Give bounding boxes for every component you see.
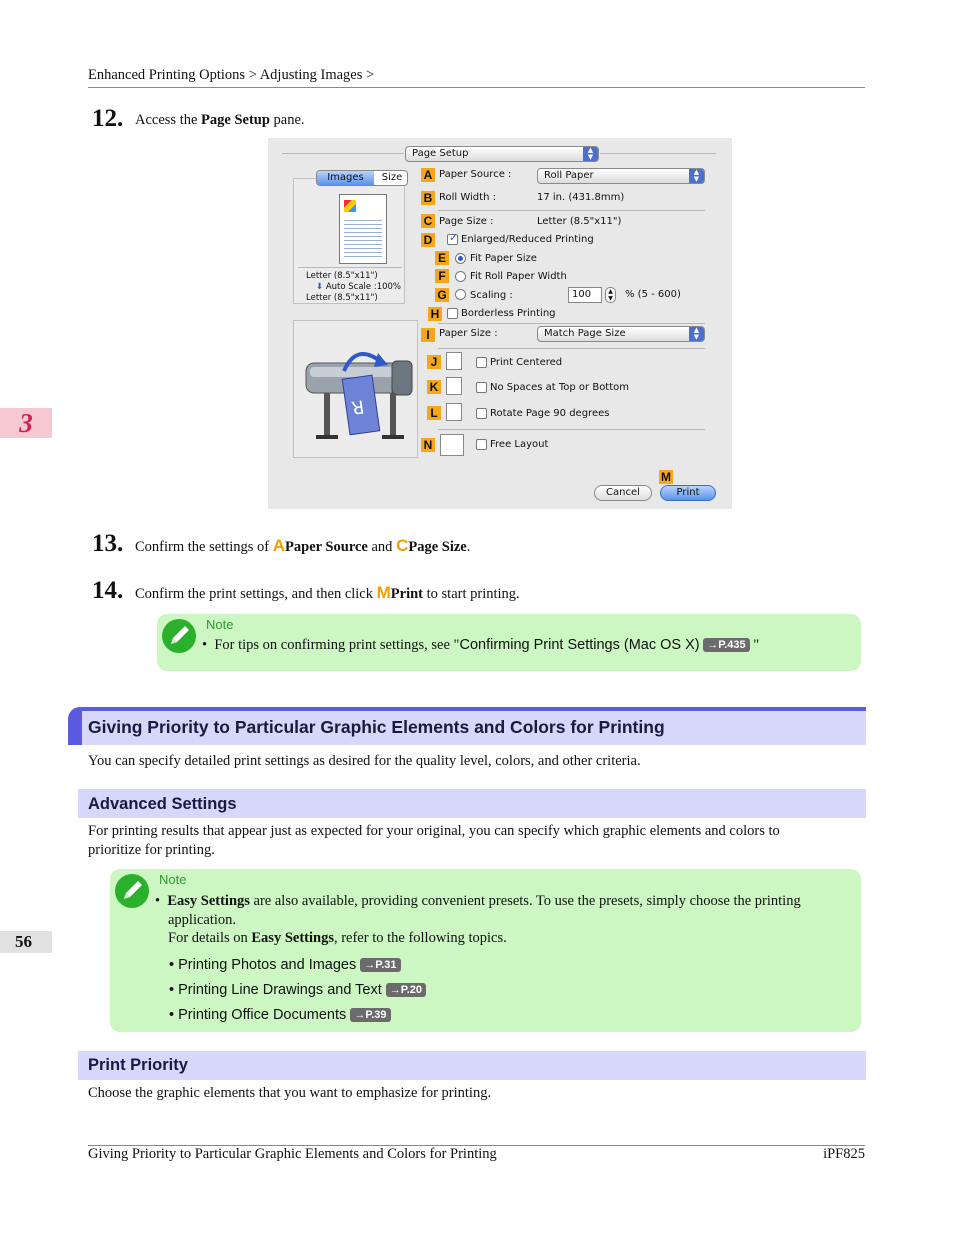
svg-text:R: R	[350, 395, 366, 418]
rotate-checkbox[interactable]	[476, 408, 487, 419]
popup-arrows-icon: ▲ ▼	[583, 147, 598, 161]
page-ref[interactable]: →P.39	[350, 1008, 390, 1022]
easy-settings-term: Easy Settings	[167, 893, 250, 909]
breadcrumb: Enhanced Printing Options > Adjusting Images >	[88, 67, 375, 83]
badge-b: B	[421, 191, 435, 205]
borderless-label: Borderless Printing	[461, 308, 556, 319]
separator	[600, 153, 716, 154]
paper-size-label: Paper Size :	[439, 328, 498, 339]
pencil-icon	[115, 874, 149, 908]
no-spaces-checkbox[interactable]	[476, 382, 487, 393]
confirming-settings-link[interactable]: Confirming Print Settings (Mac OS X)	[459, 637, 700, 653]
page-setup-dialog	[268, 138, 732, 509]
scaling-stepper[interactable]: ▲ ▼	[605, 287, 616, 303]
arrow-down-icon: ⬇	[316, 282, 326, 292]
fit-paper-label: Fit Paper Size	[470, 253, 537, 264]
step-number-12: 12.	[92, 105, 124, 132]
enlarged-label: Enlarged/Reduced Printing	[461, 234, 594, 245]
tab-control	[316, 170, 408, 186]
rotate-page-icon	[446, 403, 462, 421]
step-text-part: .	[466, 539, 471, 555]
no-spaces-label: No Spaces at Top or Bottom	[490, 382, 630, 393]
subsection-bar	[78, 1051, 866, 1080]
glyph-c: C	[396, 536, 409, 555]
topic-link-text[interactable]: Printing Photos and Images	[178, 957, 357, 973]
note-2-line1	[155, 892, 801, 911]
separator	[438, 323, 705, 324]
footer-model: iPF825	[823, 1146, 865, 1162]
step-text-14	[135, 583, 520, 603]
glyph-a: A	[272, 536, 286, 555]
badge-l: L	[427, 406, 441, 420]
paper-source-term: Paper Source	[285, 539, 368, 555]
topic-link-photos[interactable]: • Printing Photos and Images →P.31	[169, 957, 401, 973]
section-intro: You can specify detailed print settings as desired for the quality level, colors, and other criteria.	[88, 753, 641, 769]
bullet: •	[155, 893, 161, 909]
note-1-intro: For tips on confirming print settings, see "	[214, 637, 460, 653]
paper-source-label: Paper Source :	[439, 169, 512, 180]
badge-a: A	[421, 168, 435, 182]
print-priority-heading: Print Priority	[88, 1056, 188, 1074]
popup-arrows-icon: ▲ ▼	[689, 169, 704, 183]
paper-source-popup[interactable]	[537, 168, 705, 184]
rotate-label: Rotate Page 90 degrees	[490, 408, 610, 419]
scaling-radio[interactable]	[455, 289, 466, 300]
popup-arrows-icon: ▲ ▼	[689, 327, 704, 341]
page-setup-term: Page Setup	[201, 112, 270, 128]
separator	[282, 153, 404, 154]
easy-settings-term: Easy Settings	[251, 930, 334, 946]
free-layout-label: Free Layout	[490, 439, 549, 450]
preview-output-size: Letter (8.5"x11")	[306, 293, 378, 303]
separator	[298, 267, 402, 268]
step-text-part: Confirm the print settings, and then click	[135, 586, 377, 602]
footer-title: Giving Priority to Particular Graphic Elements and Colors for Printing	[88, 1146, 497, 1162]
step-number-13: 13.	[92, 530, 124, 557]
step-text-13	[135, 536, 470, 556]
page-size-label: Page Size :	[439, 216, 494, 227]
fit-roll-label: Fit Roll Paper Width	[470, 271, 567, 282]
fit-paper-radio[interactable]	[455, 253, 466, 264]
scaling-range: % (5 - 600)	[625, 289, 681, 300]
badge-n: N	[421, 438, 435, 452]
page-size-term: Page Size	[408, 539, 467, 555]
enlarged-checkbox[interactable]	[447, 231, 459, 245]
printer-illustration-icon	[294, 321, 419, 459]
header-rule	[88, 87, 865, 88]
badge-c: C	[421, 214, 435, 228]
badge-d: D	[421, 233, 435, 247]
badge-m: M	[661, 470, 671, 484]
note-2-text: are also available, providing convenient presets. To use the presets, simply choose the printing	[249, 893, 801, 909]
badge-f: F	[435, 269, 449, 283]
free-layout-checkbox[interactable]	[476, 439, 487, 450]
badge-h: H	[428, 307, 442, 321]
print-centered-label: Print Centered	[490, 357, 563, 368]
checkmark-icon: ✓	[449, 231, 459, 244]
borderless-checkbox[interactable]	[447, 308, 458, 319]
step-text-part: and	[367, 539, 397, 555]
page-ref[interactable]: →P.435	[703, 638, 749, 652]
advanced-text-line2: prioritize for printing.	[88, 842, 215, 858]
badge-g: G	[435, 288, 449, 302]
roll-width-value: 17 in. (431.8mm)	[537, 192, 625, 203]
image-thumbnail-icon	[344, 200, 356, 212]
badge-e: E	[435, 251, 449, 265]
fit-roll-radio[interactable]	[455, 271, 466, 282]
print-term: Print	[390, 586, 424, 602]
note-2-text: For details on	[168, 930, 252, 946]
paper-size-popup[interactable]	[537, 326, 705, 342]
page-number: 56	[0, 931, 52, 953]
cancel-button[interactable]: Cancel	[594, 485, 652, 501]
page-thumbnail	[339, 194, 387, 264]
separator	[438, 210, 705, 211]
preview-scale	[316, 282, 401, 292]
pane-popup[interactable]	[405, 146, 599, 162]
bullet: •	[202, 637, 208, 653]
topic-link-office[interactable]: • Printing Office Documents →P.39	[169, 1007, 391, 1023]
advanced-settings-heading: Advanced Settings	[88, 795, 237, 813]
print-button[interactable]: Print	[660, 485, 716, 501]
separator	[438, 348, 705, 349]
text-lines	[344, 217, 382, 257]
free-layout-icon	[440, 434, 464, 456]
note-2-line2: application.	[168, 912, 237, 928]
step-text-part: to start printing.	[423, 586, 520, 602]
page-size-value: Letter (8.5"x11")	[537, 216, 622, 227]
badge-k: K	[427, 380, 441, 394]
print-centered-icon	[446, 352, 462, 370]
step-text-part: Confirm the settings of	[135, 539, 273, 555]
no-spaces-icon	[446, 377, 462, 395]
note-1-text	[202, 637, 759, 654]
print-priority-text: Choose the graphic elements that you want to emphasize for printing.	[88, 1085, 492, 1101]
step-text-part: pane.	[269, 112, 305, 128]
topic-link-text[interactable]: Printing Line Drawings and Text	[178, 982, 382, 998]
badge-i: I	[421, 328, 435, 342]
topic-link-text[interactable]: Printing Office Documents	[178, 1007, 347, 1023]
badge-j: J	[427, 355, 441, 369]
advanced-text-line1: For printing results that appear just as expected for your original, you can specify which graphic elements and colors to	[88, 823, 780, 839]
page-ref[interactable]: →P.20	[386, 983, 426, 997]
note-label: Note	[159, 872, 187, 887]
step-text-12	[135, 112, 305, 129]
glyph-m: M	[376, 583, 391, 602]
topic-link-line-drawings[interactable]: • Printing Line Drawings and Text →P.20	[169, 982, 426, 998]
tab-size[interactable]: Size	[381, 172, 403, 183]
step-text-part: Access the	[135, 112, 202, 128]
step-number-14: 14.	[92, 577, 124, 604]
separator	[438, 429, 705, 430]
note-2-line3	[168, 929, 507, 948]
printer-panel	[293, 320, 418, 458]
pane-popup-label: Page Setup	[412, 148, 469, 159]
paper-source-value: Roll Paper	[544, 170, 594, 181]
chapter-tab[interactable]: 3	[0, 408, 52, 438]
preview-source-size: Letter (8.5"x11")	[306, 271, 378, 281]
tab-images[interactable]: Images	[317, 171, 374, 185]
pencil-icon	[162, 619, 196, 653]
roll-width-label: Roll Width :	[439, 192, 496, 203]
paper-size-value: Match Page Size	[544, 328, 626, 339]
section-heading: Giving Priority to Particular Graphic Elements and Colors for Printing	[88, 717, 665, 737]
preview-scale-text: Auto Scale :100%	[325, 282, 401, 292]
note-1-end: "	[749, 637, 760, 653]
scaling-input[interactable]: 100	[568, 287, 602, 303]
note-2-text: , refer to the following topics.	[333, 930, 507, 946]
scaling-label: Scaling :	[470, 290, 513, 301]
page-ref[interactable]: →P.31	[360, 958, 400, 972]
print-centered-checkbox[interactable]	[476, 357, 487, 368]
note-label: Note	[206, 617, 234, 632]
